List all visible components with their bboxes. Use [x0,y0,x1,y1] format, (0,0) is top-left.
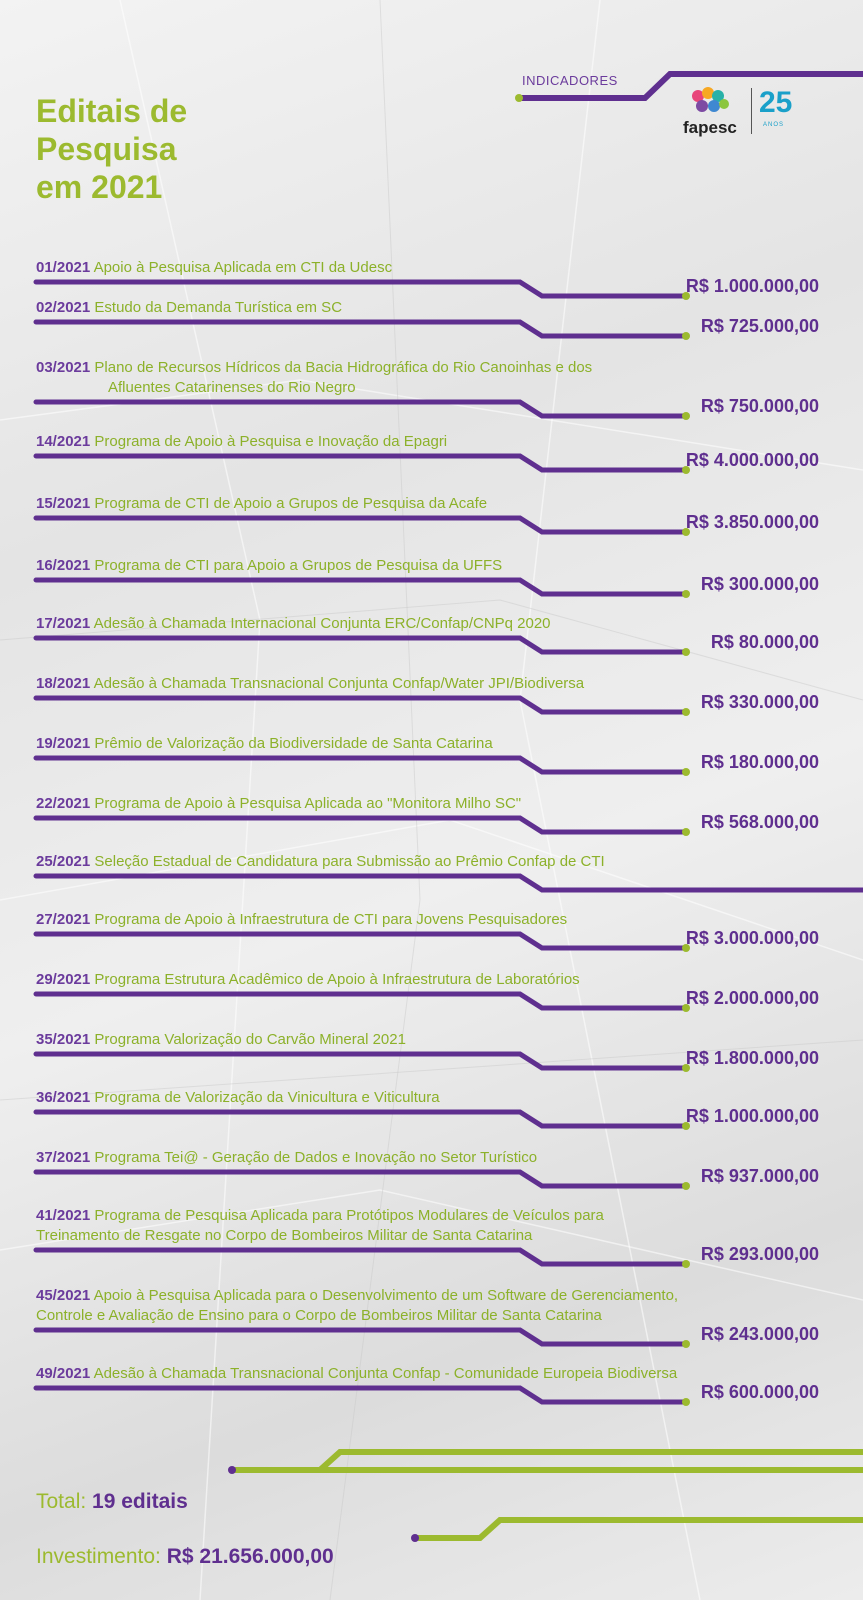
edital-code: 29/2021 [36,971,91,988]
edital-name: Afluentes Catarinenses do Rio Negro [108,379,356,396]
edital-code: 15/2021 [36,495,91,512]
edital-name: Programa de Pesquisa Aplicada para Protótipos Modulares de Veículos para [94,1207,604,1224]
edital-name: Treinamento de Resgate no Corpo de Bombeiros Militar de Santa Catarina [36,1227,533,1244]
edital-value: R$ 80.000,00 [710,632,819,652]
invest-dot [411,1534,419,1542]
edital-code: 01/2021 [36,259,91,276]
edital-name: Programa de CTI de Apoio a Grupos de Pesquisa da Acafe [94,495,488,512]
edital-code: 36/2021 [36,1089,91,1106]
edital-name: Adesão à Chamada Internacional Conjunta ERC/Confap/CNPq 2020 [93,615,551,632]
edital-code: 37/2021 [36,1149,91,1166]
total-dot [228,1466,236,1474]
edital-name: Adesão à Chamada Transnacional Conjunta Confap/Water JPI/Biodiversa [93,675,585,692]
edital-code: 49/2021 [36,1365,91,1382]
edital-code: 14/2021 [36,433,91,450]
invest-label: Investimento: [36,1545,161,1568]
edital-name: Programa de Apoio à Infraestrutura de CTI para Jovens Pesquisadores [94,911,568,928]
edital-name: Prêmio de Valorização da Biodiversidade de Santa Catarina [94,735,493,752]
total-summary [36,1490,188,1514]
edital-value: R$ 330.000,00 [700,692,819,712]
invest-line [418,1520,863,1538]
edital-name: Programa de Apoio à Pesquisa Aplicada ao "Monitora Milho SC" [94,795,522,812]
edital-code: 16/2021 [36,557,91,574]
total-value: 19 editais [92,1490,188,1513]
edital-name: Programa de Apoio à Pesquisa e Inovação da Epagri [94,433,448,450]
edital-code: 17/2021 [36,615,91,632]
edital-code: 03/2021 [36,359,91,376]
edital-code: 27/2021 [36,911,91,928]
edital-value: R$ 3.850.000,00 [685,512,819,532]
invest-value: R$ 21.656.000,00 [166,1545,334,1568]
investment-summary [36,1545,334,1569]
edital-value: R$ 937.000,00 [700,1166,819,1186]
edital-name: Programa Tei@ - Geração de Dados e Inovação no Setor Turístico [94,1149,538,1166]
edital-code: 02/2021 [36,299,91,316]
edital-value: R$ 293.000,00 [700,1244,819,1264]
edital-name: Programa de Valorização da Vinicultura e Viticultura [94,1089,440,1106]
edital-name: Programa Valorização do Carvão Mineral 2021 [94,1031,406,1048]
edital-name: Apoio à Pesquisa Aplicada para o Desenvolvimento de um Software de Gerenciamento, [93,1287,679,1304]
edital-name: Programa Estrutura Acadêmico de Apoio à Infraestrutura de Laboratórios [94,971,580,988]
edital-code: 25/2021 [36,853,91,870]
edital-value: R$ 600.000,00 [700,1382,819,1402]
edital-value: R$ 1.000.000,00 [685,276,819,296]
edital-value: R$ 568.000,00 [700,812,819,832]
edital-code: 45/2021 [36,1287,91,1304]
indicadores-label: INDICADORES [522,73,618,88]
edital-name: Seleção Estadual de Candidatura para Submissão ao Prêmio Confap de CTI [94,853,605,870]
edital-code: 22/2021 [36,795,91,812]
edital-value: R$ 300.000,00 [700,574,819,594]
edital-name: Apoio à Pesquisa Aplicada em CTI da Udesc [93,259,393,276]
edital-value: R$ 725.000,00 [700,316,819,336]
edital-name: Programa de CTI para Apoio a Grupos de Pesquisa da UFFS [94,557,503,574]
logo-25-years: 25 [759,86,793,119]
title-line-2: Pesquisa [36,131,177,167]
edital-value: R$ 180.000,00 [700,752,819,772]
logo-anos: ANOS [763,122,785,128]
edital-code: 19/2021 [36,735,91,752]
edital-value: R$ 2.000.000,00 [685,988,819,1008]
edital-name: Estudo da Demanda Turística em SC [94,299,343,316]
edital-code: 35/2021 [36,1031,91,1048]
total-label: Total: [36,1490,87,1513]
edital-name: Adesão à Chamada Transnacional Conjunta Confap - Comunidade Europeia Biodiversa [93,1365,678,1382]
edital-code: 18/2021 [36,675,91,692]
edital-value: R$ 4.000.000,00 [685,450,819,470]
title-line-3: em 2021 [36,169,163,205]
edital-name: Controle e Avaliação de Ensino para o Corpo de Bombeiros Militar de Santa Catarina [36,1307,602,1324]
edital-value: R$ 750.000,00 [700,396,819,416]
edital-value: R$ 1.800.000,00 [685,1048,819,1068]
title-line-1: Editais de [36,93,188,129]
logo-text: fapesc [683,118,737,137]
edital-value: R$ 1.000.000,00 [685,1106,819,1126]
edital-name: Plano de Recursos Hídricos da Bacia Hidrográfica do Rio Canoinhas e dos [94,359,593,376]
edital-value: R$ 3.000.000,00 [685,928,819,948]
edital-code: 41/2021 [36,1207,91,1224]
edital-value: R$ 243.000,00 [700,1324,819,1344]
